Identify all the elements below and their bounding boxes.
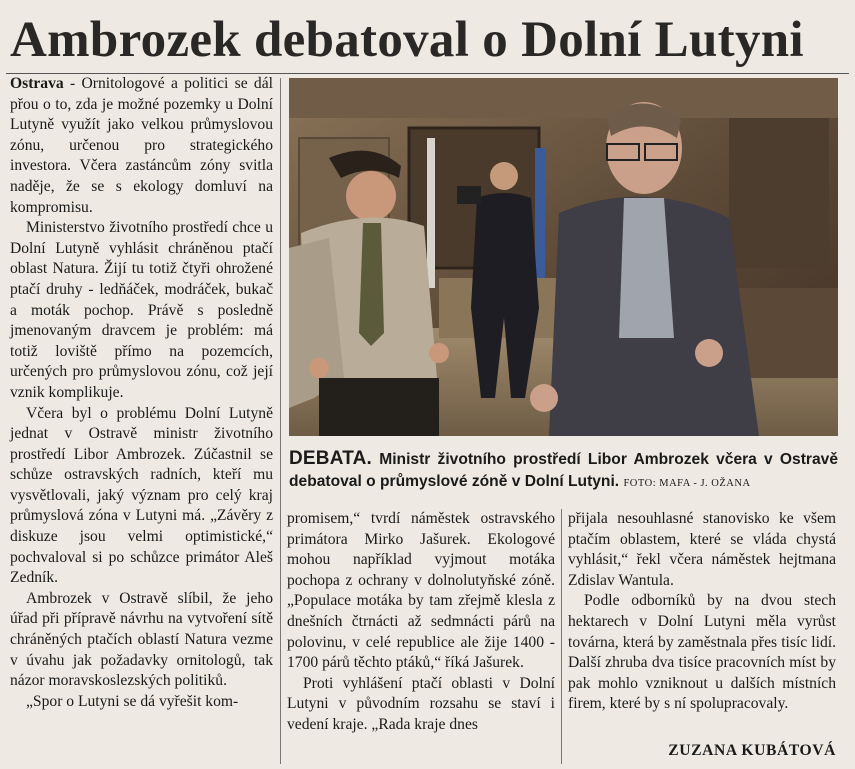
- paragraph-6: promisem,“ tvrdí náměstek ostravského primátora Mirko Jašurek. Ekologové mohou například vyjmout motáka pochopa z ochrany v dolnolutyňské zóně. „Populace motáka by tam zřejmě klesla z dnešních čtrnácti až sedmnácti párů na polovinu, v celé republice ale žije 1400 - 1700 párů těchto ptáků,“ říká Jašurek.: [287, 510, 555, 672]
- headline: Ambrozek debatoval o Dolní Lutyni: [10, 12, 804, 68]
- article-column-right: [568, 509, 836, 764]
- dateline: Ostrava: [10, 75, 64, 92]
- paragraph-3: Včera byl o problému Dolní Lutyně jednat v Ostravě ministr životního prostředí Libor Ambrozek. Zúčastnil se schůze ostravských radních, kteří mu vysvětlovali, jaký význam pro celý kraj průmyslová zóna v Lutyni má. „Závěry z diskuze jsou velmi optimistické,“ pochvaloval si po schůzce primátor Aleš Zedník.: [10, 404, 273, 587]
- caption-text: Ministr životního prostředí Libor Ambrozek včera v Ostravě debatoval o průmyslové zóně v Dolní Lutyni.: [289, 451, 838, 490]
- caption-lead: DEBATA.: [289, 448, 373, 469]
- paragraph-9: Podle odborníků by na dvou stech hektarech v Dolní Lutyni měla vyrůst továrna, která by zaměstnala přes tisíc lidí. Další zhruba dva tisíce pracovních míst by pak mohlo vzniknout u dalších místních firem, které by s ní spolupracovaly.: [568, 592, 836, 713]
- paragraph-2: Ministerstvo životního prostředí chce u Dolní Lutyně vyhlásit chráněnou ptačí oblast Natura. Žijí tu totiž čtyři ohrožené ptačí druhy - ledňáček, modráček, bukač a moták pochop. Právě s posledně jmenovaným dravcem je problém: má totiž loviště přímo na pozemcích, určených pro průmyslovou zónu, což její vznik komplikuje.: [10, 219, 273, 401]
- paragraph-8: přijala nesouhlasné stanovisko ke všem ptačím oblastem, které se vláda chystá vyhlásit,“ řekl včera náměstek hejtmana Zdislav Wantula.: [568, 510, 836, 589]
- news-photo: [289, 78, 838, 436]
- article-column-middle: [287, 509, 555, 764]
- paragraph-1-text: - Ornitologové a politici se dál přou o to, zda je možné pozemky u Dolní Lutyně využít jako velkou průmyslovou zónu, určenou pro strategického investora. Včera zastáncům zóny svitla naděje, že se s ekology domluví na kompromisu.: [10, 75, 273, 216]
- column-rule-left: [280, 78, 281, 764]
- paragraph-7: Proti vyhlášení ptačí oblasti v Dolní Lutyni v původním rozsahu se staví i vedení kraje. „Rada kraje dnes: [287, 674, 555, 733]
- paragraph-5: „Spor o Lutyni se dá vyřešit kom-: [26, 692, 239, 710]
- photo-credit: FOTO: MAFA - J. OŽANA: [623, 478, 751, 489]
- paragraph-1: [10, 74, 273, 218]
- paragraph-4: Ambrozek v Ostravě slíbil, že jeho úřad při přípravě návrhu na vytvoření sítě chráněných ptačích oblastí Natura vezme v úvahu jak požadavky ornitologů, tak názor moravskoslezských politiků.: [10, 589, 273, 690]
- photo-caption: [289, 448, 838, 494]
- author-byline: ZUZANA KUBÁTOVÁ: [668, 742, 836, 759]
- column-rule-right: [561, 509, 562, 764]
- article-column-left: [10, 74, 273, 764]
